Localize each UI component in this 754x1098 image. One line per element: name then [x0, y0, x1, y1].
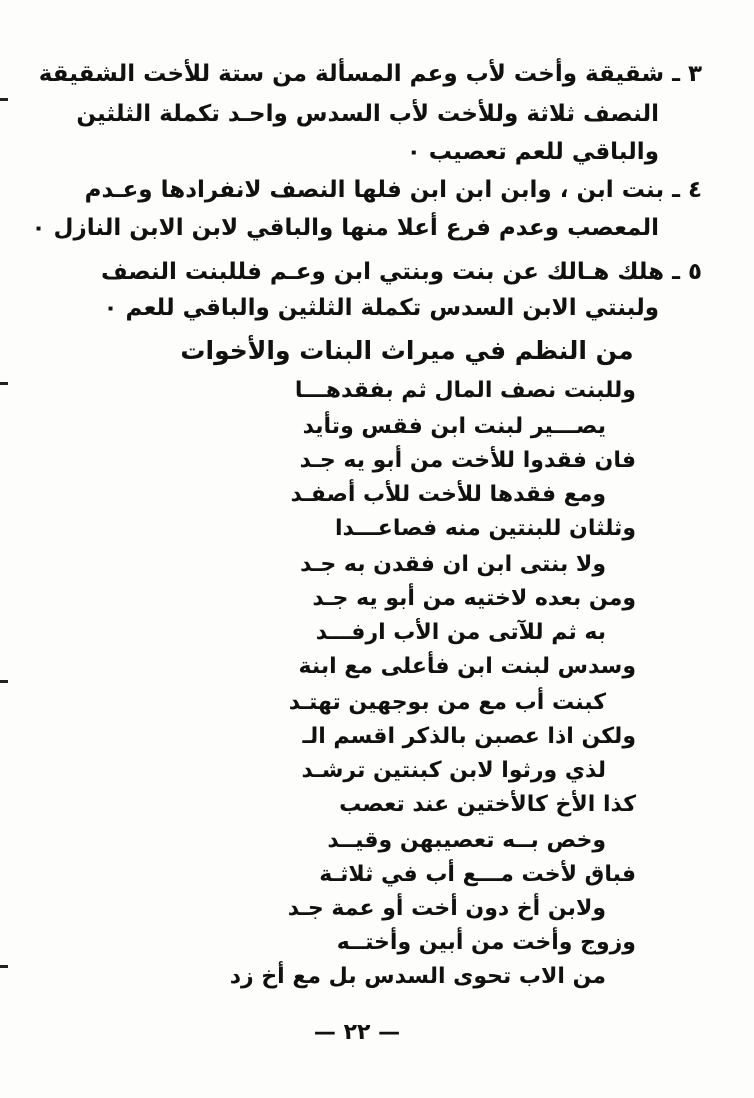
paragraph-4-line-1: ٤ ـ بنت ابن ، وابن ابن ابن فلها النصف لانفرادها وعـدم — [84, 177, 702, 203]
margin-mark — [0, 98, 8, 101]
paragraph-3-line-2: النصف ثلاثة وللأخت لأب السدس واحـد تكملة الثلثين — [76, 101, 659, 127]
verse-line: كبنت أب مع من بوجهين تهتـد — [288, 690, 606, 715]
verse-line: ولابن أخ دون أخت أو عمة جـد — [287, 896, 606, 921]
verse-line: فباق لأخت مـــع أب في ثلاثـة — [319, 862, 636, 887]
paragraph-5-line-2: ولبنتي الابن السدس تكملة الثلثين والباقي للعم ٠ — [103, 295, 659, 321]
verse-line: من الاب تحوى السدس بل مع أخ زد — [229, 964, 606, 989]
verse-line: لذي ورثوا لابن كبنتين ترشـد — [301, 758, 606, 783]
verse-line: يصـــير لبنت ابن فقس وتأيد — [302, 414, 606, 439]
verse-line: ومن بعده لاختيه من أبو يه جـد — [312, 586, 636, 611]
verse-line: وثلثان للبنتين منه فصاعـــدا — [335, 516, 636, 541]
paragraph-3-line-1: ٣ ـ شقيقة وأخت لأب وعم المسألة من ستة للأخت الشقيقة — [38, 61, 702, 87]
paragraph-3-line-3: والباقي للعم تعصيب ٠ — [406, 139, 659, 165]
verse-line: كذا الأخ كالأختين عند تعصب — [339, 792, 636, 817]
paragraph-4-line-2: المعصب وعدم فرع أعلا منها والباقي لابن الابن النازل ٠ — [31, 215, 659, 241]
verse-line: ولا بنتى ابن ان فقدن به جـد — [300, 552, 606, 577]
verse-line: فان فقدوا للأخت من أبو يه جـد — [299, 448, 636, 473]
paragraph-5-line-1: ٥ ـ هلك هـالك عن بنت وبنتي ابن وعـم فللبنت النصف — [100, 259, 702, 285]
verse-line: وسدس لبنت ابن فأعلى مع ابنة — [298, 654, 636, 679]
verse-line: ومع فقدها للأخت للأب أصفـد — [290, 482, 606, 507]
verse-line: به ثم للآتى من الأب ارفـــد — [315, 620, 606, 645]
margin-mark — [0, 965, 8, 968]
section-heading: من النظم في ميراث البنات والأخوات — [180, 336, 634, 365]
page-number: — ٢٢ — — [313, 1020, 401, 1045]
verse-line: وخص بــه تعصيبهن وقيــد — [327, 828, 606, 853]
margin-mark — [0, 382, 8, 385]
verse-line: وزوج وأخت من أبين وأختــه — [336, 930, 636, 955]
margin-mark — [0, 680, 8, 683]
verse-line: وللبنت نصف المال ثم بفقدهـــا — [294, 378, 636, 403]
verse-line: ولكن اذا عصبن بالذكر اقسم الـ — [302, 724, 636, 749]
